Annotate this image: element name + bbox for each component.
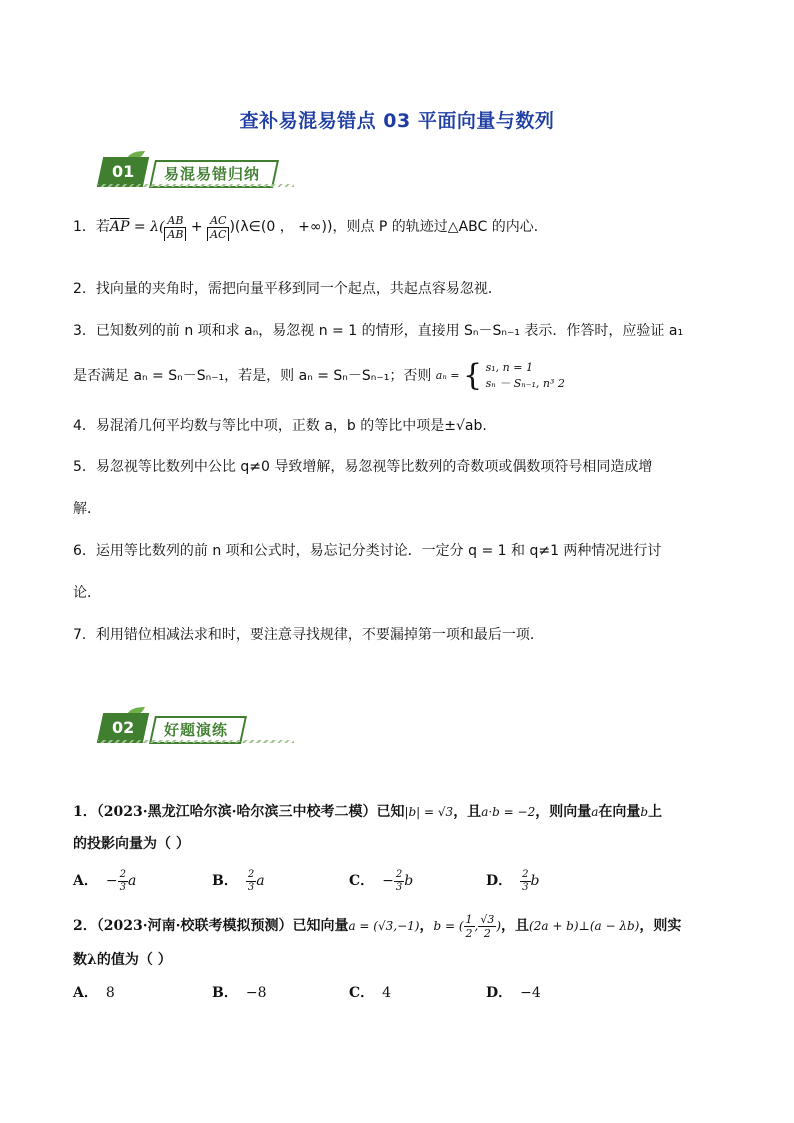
point-6-line-1: 6．运用等比数列的前 n 项和公式时，易忘记分类讨论．一定分 q = 1 和 q≠1 两种情况进行讨	[73, 543, 662, 559]
point-4: 4．易混淆几何平均数与等比中项，正数 a，b 的等比中项是±√ab.	[73, 418, 487, 434]
option-c[interactable]: C． − $\frac{2}{3}$ b	[349, 868, 414, 893]
question-1-stem-line-2: 的投影向量为（ ）	[73, 836, 190, 852]
point-7: 7．利用错位相减法求和时，要注意寻找规律，不要漏掉第一项和最后一项．	[73, 627, 544, 643]
question-1-options	[73, 866, 723, 896]
option-d[interactable]: D． −4	[486, 985, 541, 1001]
question-2-options	[73, 978, 723, 1008]
option-a[interactable]: A． 8	[73, 985, 115, 1001]
section-banner-02	[98, 706, 294, 746]
question-2-stem-line-2: 数λ的值为（ ）	[73, 952, 172, 968]
section-number: 02	[97, 713, 149, 743]
banner-stripe	[98, 740, 294, 743]
banner-stripe	[98, 184, 294, 187]
section-label: 易混易错归纳	[149, 160, 279, 188]
point-2: 2．找向量的夹角时，需把向量平移到同一个起点，共起点容易忽视．	[73, 281, 502, 297]
section-label: 好题演练	[149, 716, 247, 744]
piecewise-formula: aₙ = { s₁, n = 1 sₙ － Sₙ₋₁, n³ 2	[435, 358, 565, 393]
option-b[interactable]: B． $\frac{2}{3}$ a	[212, 868, 265, 893]
point-3-line-1: 3．已知数列的前 n 项和求 aₙ，易忽视 n = 1 的情形，直接用 Sₙ－Sₙ₋₁ 表示．作答时，应验证 a₁	[73, 323, 684, 339]
vector-ap: $\overline{AP}$	[109, 219, 130, 235]
option-b[interactable]: B． −8	[212, 985, 267, 1001]
unit-vector-ab: $\frac{AB}{AB}$	[164, 214, 186, 241]
option-a[interactable]: A． − $\frac{2}{3}$ a	[73, 868, 137, 893]
point-6-line-2: 论．	[73, 585, 101, 601]
point-5-line-1: 5．易忽视等比数列中公比 q≠0 导致增解，易忽视等比数列的奇数项或偶数项符号相同造成增	[73, 459, 653, 475]
section-banner-01	[98, 150, 294, 190]
section-number: 01	[97, 157, 149, 187]
page-title: 查补易混易错点 03 平面向量与数列	[239, 110, 555, 132]
point-3-line-2: 是否满足 aₙ = Sₙ－Sₙ₋₁，若是，则 aₙ = Sₙ－Sₙ₋₁；否则 aₙ = { s₁, n = 1 sₙ － Sₙ₋₁, n³ 2	[73, 358, 565, 393]
unit-vector-ac: $\frac{AC}{AC}$	[207, 214, 229, 241]
option-c[interactable]: C． 4	[349, 985, 392, 1001]
point-5-line-2: 解．	[73, 501, 101, 517]
option-d[interactable]: D． $\frac{2}{3}$ b	[486, 868, 540, 893]
question-2-stem: 2．（2023·河南·校联考模拟预测）已知向量a = (√3,−1)，b = ( $\frac{1}{2}$ , $\frac{√3}{2}$ )，且(2a + b)⊥(a − λb)，则实	[73, 913, 682, 940]
point-1: 1．若$\overline{AP} = \lambda$( $\frac{AB}{AB}$ + $\frac{AC}{AC}$ )(λ∈(0 ， +∞))，则点 P 的轨迹过△ABC 的内心．	[73, 213, 548, 241]
question-1-stem: 1．（2023·黑龙江哈尔滨·哈尔滨三中校考二模）已知|b| = √3，且a·b = −2，则向量a在向量b上	[73, 804, 663, 820]
